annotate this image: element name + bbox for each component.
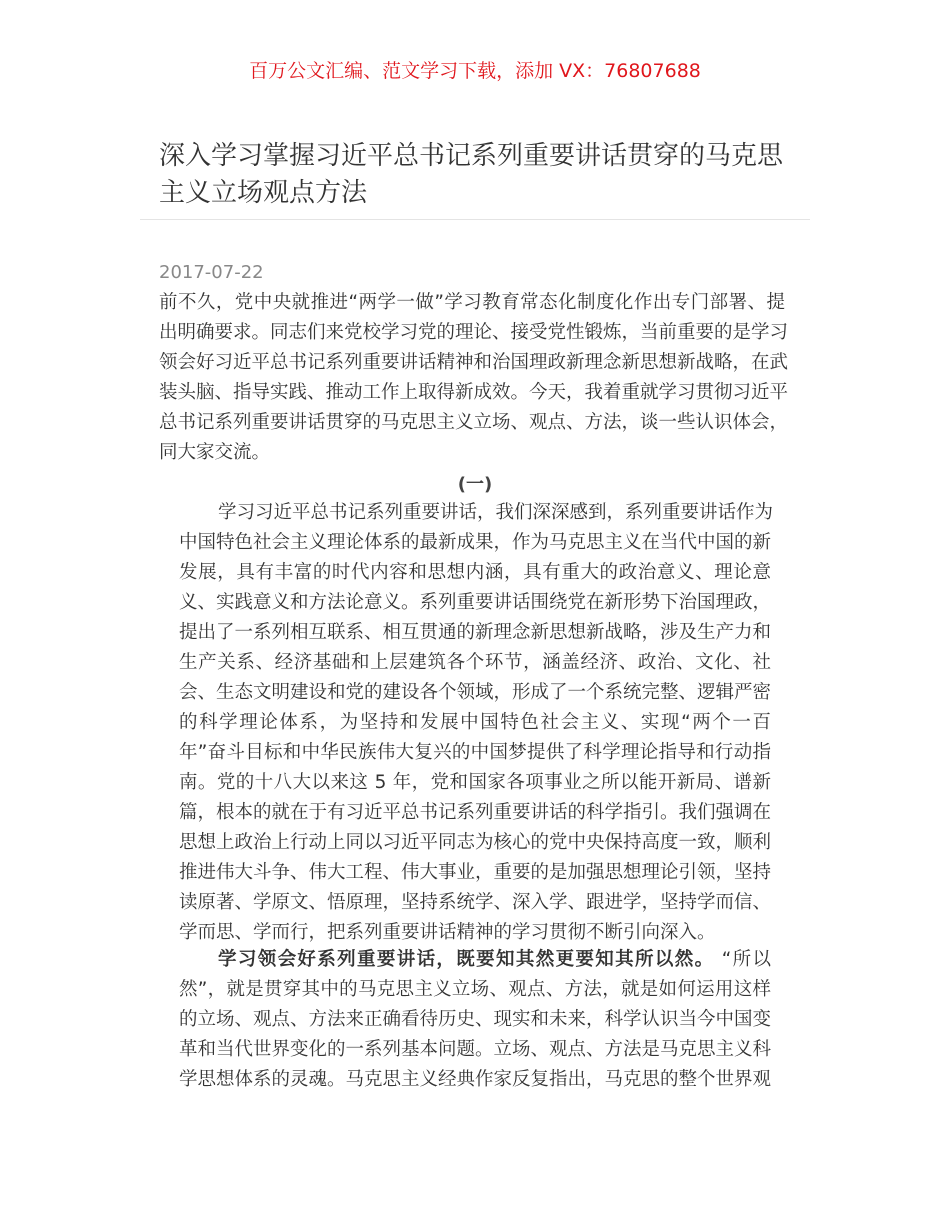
paragraph-line: 的立场、观点、方法来正确看待历史、现实和未来，科学认识当今中国变 [179,1009,772,1030]
paragraph-line: 学思想体系的灵魂。马克思主义经典作家反复指出，马克思的整个世界观 [179,1069,772,1090]
paragraph-line: 学习习近平总书记系列重要讲话，我们深深感到，系列重要讲话作为 [218,502,774,523]
paragraph-line: 会、生态文明建设和党的建设各个领域，形成了一个系统完整、逻辑严密 [179,682,772,703]
section-heading: (一) [457,474,493,495]
watermark-banner: 百万公文汇编、范文学习下载，添加 VX：76807688 [249,60,701,82]
publish-date: 2017-07-22 [159,262,264,283]
bold-lead-sentence: 学习领会好系列重要讲话，既要知其然更要知其所以然。 [218,949,715,970]
paragraph-line: 同大家交流。 [159,442,271,463]
paragraph-line: 革和当代世界变化的一系列基本问题。立场、观点、方法是马克思主义科 [179,1039,772,1060]
paragraph-line: 的科学理论体系，为坚持和发展中国特色社会主义、实现“两个一百 [179,712,771,733]
article-title: 深入学习掌握习近平总书记系列重要讲话贯穿的马克思主义立场观点方法 [159,141,784,208]
paragraph-line: 生产关系、经济基础和上层建筑各个环节，涵盖经济、政治、文化、社 [179,652,771,673]
intro-paragraph [159,288,789,468]
paragraph-line: 读原著、学原文、悟原理，坚持系统学、深入学、跟进学，坚持学而信、 [179,892,772,913]
paragraph-2 [179,945,771,1095]
paragraph-line: 义、实践意义和方法论意义。系列重要讲话围绕党在新形势下治国理政， [179,592,772,613]
paragraph-line: 年”奋斗目标和中华民族伟大复兴的中国梦提供了科学理论指导和行动指 [179,742,771,763]
paragraph-line: 装头脑、指导实践、推动工作上取得新成效。今天，我着重就学习贯彻习近平 [159,382,789,403]
paragraph-line: 思想上政治上行动上同以习近平同志为核心的党中央保持高度一致，顺利 [179,832,772,853]
paragraph-1 [179,498,774,948]
paragraph-line: 领会好习近平总书记系列重要讲话精神和治国理政新理念新思想新战略，在武 [159,352,789,373]
paragraph-line [179,945,771,975]
paragraph-line: 篇，根本的就在于有习近平总书记系列重要讲话的科学指引。我们强调在 [179,802,772,823]
paragraph-line: 前不久，党中央就推进“两学一做”学习教育常态化制度化作出专门部署、提 [159,292,785,313]
paragraph-line: 中国特色社会主义理论体系的最新成果，作为马克思主义在当代中国的新 [179,532,772,553]
title-divider [140,219,810,220]
paragraph-line: 学而思、学而行，把系列重要讲话精神的学习贯彻不断引向深入。 [179,922,716,943]
paragraph-line: 然”，就是贯穿其中的马克思主义立场、观点、方法，就是如何运用这样 [179,979,771,1000]
paragraph-line: 南。党的十八大以来这 5 年，党和国家各项事业之所以能开新局、谱新 [179,772,771,793]
paragraph-line: 推进伟大斗争、伟大工程、伟大事业，重要的是加强思想理论引领，坚持 [179,862,772,883]
line-text: “所以 [714,949,771,970]
paragraph-line: 发展，具有丰富的时代内容和思想内涵，具有重大的政治意义、理论意 [179,562,771,583]
paragraph-line: 出明确要求。同志们来党校学习党的理论、接受党性锻炼，当前重要的是学习 [159,322,789,343]
paragraph-line: 提出了一系列相互联系、相互贯通的新理念新思想新战略，涉及生产力和 [179,622,772,643]
paragraph-line: 总书记系列重要讲话贯穿的马克思主义立场、观点、方法，谈一些认识体会， [159,412,789,433]
